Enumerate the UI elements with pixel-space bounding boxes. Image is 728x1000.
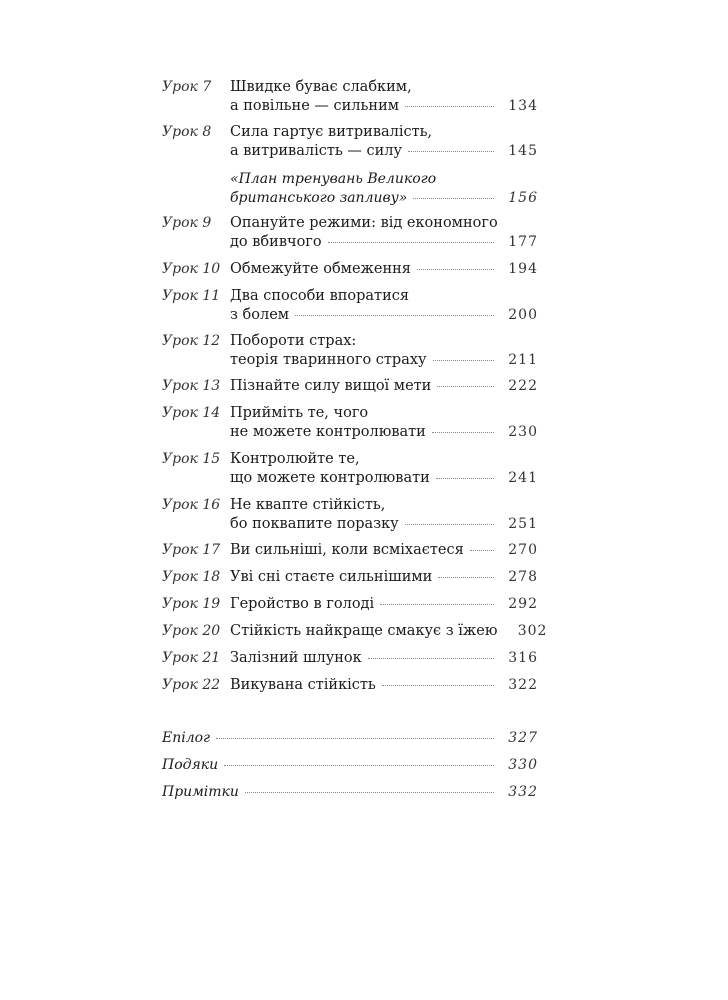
dot-leader (245, 791, 494, 793)
entry-title-line: Не квапте стійкість, (230, 497, 386, 513)
entry-title-line: бо поквапите поразку (230, 516, 399, 532)
toc-entry-lesson[interactable] (162, 404, 538, 442)
page-number: 222 (508, 378, 538, 394)
lesson-number: Урок 16 (162, 497, 221, 513)
lesson-number: Урок 15 (162, 451, 221, 467)
toc-entry-lesson[interactable] (162, 622, 548, 641)
lesson-number: Урок 9 (162, 215, 212, 231)
lesson-number: Урок 19 (162, 596, 221, 612)
toc-entry-lesson[interactable] (162, 649, 538, 668)
lesson-number: Урок 21 (162, 650, 221, 666)
back-matter-title: Примітки (162, 784, 239, 800)
page-number: 332 (508, 784, 538, 800)
toc-entry-back-matter[interactable] (162, 756, 538, 775)
dot-leader (328, 241, 494, 243)
toc-entry-back-matter[interactable] (162, 729, 538, 748)
entry-title-line: а витривалість — силу (230, 143, 402, 159)
entry-title-line: Побороти страх: (230, 333, 357, 349)
entry-title-line: теорія тваринного страху (230, 352, 427, 368)
dot-leader (382, 684, 494, 686)
page-number: 177 (508, 234, 538, 250)
entry-title-line: не можете контролювати (230, 424, 426, 440)
entry-title-line: Швидке буває слабким, (230, 79, 412, 95)
entry-title-line: а повільне — сильним (230, 98, 400, 114)
toc-entry-lesson[interactable] (162, 260, 538, 279)
page-number: 156 (508, 190, 538, 206)
entry-title-line: що можете контролювати (230, 470, 430, 486)
lesson-number (162, 170, 230, 208)
page-number: 302 (517, 623, 548, 639)
dot-leader (405, 523, 494, 525)
entry-title-line: Два способи впоратися (230, 288, 410, 304)
lesson-number: Урок 14 (162, 405, 221, 421)
toc-entry-lesson[interactable] (162, 377, 538, 396)
lesson-number: Урок 11 (162, 288, 221, 304)
entry-title-line: Викувана стійкість (230, 677, 376, 693)
toc-entry-lesson[interactable] (162, 78, 538, 116)
lesson-number: Урок 12 (162, 333, 221, 349)
back-matter-title: Епілог (162, 730, 211, 746)
toc-entry-lesson[interactable] (162, 541, 538, 560)
page-number: 145 (508, 143, 538, 159)
dot-leader (470, 549, 494, 551)
toc-entry-back-matter[interactable] (162, 783, 538, 802)
toc-entry-lesson[interactable] (162, 214, 538, 252)
dot-leader (224, 764, 494, 766)
page-number: 251 (508, 516, 538, 532)
toc-entry-appendix[interactable] (162, 170, 538, 208)
page-number: 241 (508, 470, 538, 486)
page-number: 211 (508, 352, 538, 368)
lesson-number: Урок 17 (162, 542, 221, 558)
entry-title-line: Пізнайте силу вищої мети (230, 378, 432, 394)
toc-entry-lesson[interactable] (162, 595, 538, 614)
entry-title-line: до вбивчого (230, 234, 322, 250)
lesson-number: Урок 8 (162, 124, 212, 140)
toc-entry-lesson[interactable] (162, 568, 538, 587)
entry-title-line: Прийміть те, чого (230, 405, 369, 421)
lesson-number: Урок 20 (162, 623, 221, 639)
dot-leader (368, 657, 494, 659)
entry-title-line: Обмежуйте обмеження (230, 261, 411, 277)
entry-title-line: «План тренувань Великого (230, 171, 437, 187)
toc-entry-lesson[interactable] (162, 287, 538, 325)
lesson-number: Урок 18 (162, 569, 221, 585)
dot-leader (408, 150, 494, 152)
toc-entry-lesson[interactable] (162, 332, 538, 370)
page-number: 230 (508, 424, 538, 440)
back-matter-title: Подяки (162, 757, 219, 773)
toc-entry-lesson[interactable] (162, 496, 538, 534)
dot-leader (216, 737, 494, 739)
dot-leader (437, 385, 494, 387)
entry-title-line: Опануйте режими: від економного (230, 215, 498, 231)
dot-leader (405, 105, 494, 107)
dot-leader (436, 477, 494, 479)
page-number: 200 (508, 307, 538, 323)
entry-title-line: з болем (230, 307, 290, 323)
page-number: 194 (508, 261, 538, 277)
lesson-number: Урок 10 (162, 261, 221, 277)
page-number: 327 (508, 730, 538, 746)
page-number: 270 (508, 542, 538, 558)
dot-leader (417, 268, 494, 270)
toc-entry-lesson[interactable] (162, 676, 538, 695)
entry-title-line: Ви сильніші, коли всміхаєтеся (230, 542, 464, 558)
entry-title-line: Уві сні стаєте сильнішими (230, 569, 433, 585)
entry-title-line: британського запливу» (230, 190, 408, 206)
entry-title-line: Контролюйте те, (230, 451, 360, 467)
page-number: 134 (508, 98, 538, 114)
dot-leader (432, 431, 494, 433)
entry-title-line: Сила гартує витривалість, (230, 124, 433, 140)
entry-title-line: Залізний шлунок (230, 650, 362, 666)
page-number: 316 (508, 650, 538, 666)
page-number: 322 (508, 677, 538, 693)
page-number: 292 (508, 596, 538, 612)
entry-title-line: Стійкість найкраще смакує з їжею (230, 623, 498, 639)
lesson-number: Урок 13 (162, 378, 221, 394)
lesson-number: Урок 22 (162, 677, 221, 693)
dot-leader (438, 576, 494, 578)
lesson-number: Урок 7 (162, 79, 212, 95)
dot-leader (413, 197, 494, 199)
dot-leader (380, 603, 494, 605)
entry-title-line: Геройство в голоді (230, 596, 375, 612)
dot-leader (433, 359, 494, 361)
toc-entry-lesson[interactable] (162, 450, 538, 488)
dot-leader (295, 314, 494, 316)
toc-entry-lesson[interactable] (162, 123, 538, 161)
page-number: 330 (508, 757, 538, 773)
page-number: 278 (508, 569, 538, 585)
